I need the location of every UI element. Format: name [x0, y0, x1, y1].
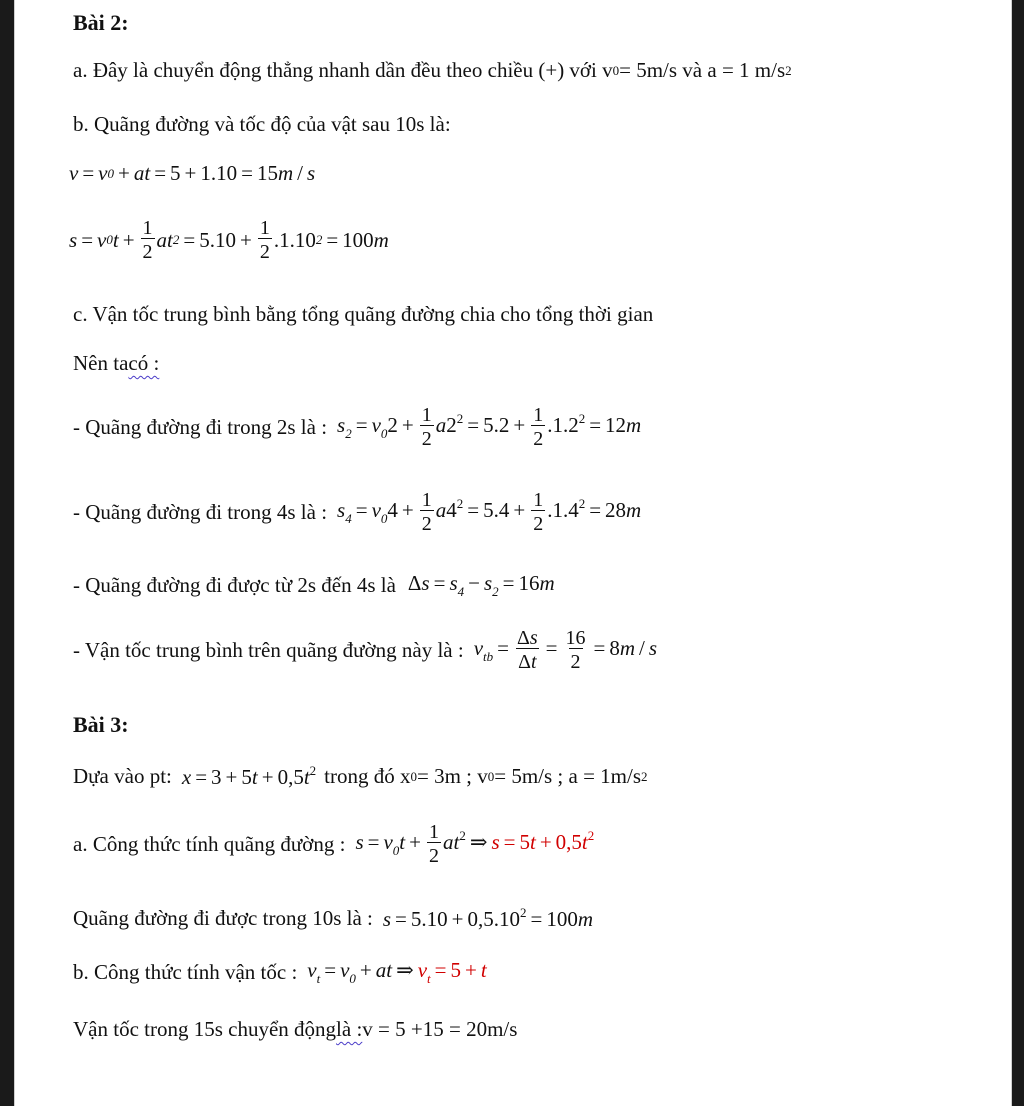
line-4s-text: - Quãng đường đi trong 4s là : [73, 499, 328, 524]
bai3-heading: Bài 3: [73, 712, 129, 737]
line-vtb-text: - Vận tốc trung bình trên quãng đường này là : [73, 637, 464, 662]
formula-s-10s: $s = 5.10 + 0,5.10^2 = 100m$ [382, 905, 593, 931]
van-toc-15s [73, 1017, 517, 1042]
quang-duong-10s [73, 905, 593, 932]
formula-delta-s: $\Delta s = s_4 - s_2 = 16m$ [407, 571, 555, 599]
bai3-b-text: b. Công thức tính vận tốc : [73, 960, 298, 984]
van-toc-15s-value: v = 5 +15 = 20m/s [362, 1017, 518, 1041]
formula-vtb: $v_{tb}$ = $\frac{\Delta s}{\Delta t}$ = $\frac{16}{2}$ = 8m / s [473, 627, 658, 673]
bai2-heading: Bài 2: [73, 10, 129, 35]
quang-duong-10s-text: Quãng đường đi được trong 10s là : [73, 906, 373, 930]
line-4s [73, 490, 641, 534]
formula-velocity: v = v 0 + at = 5 + 1.10 = 15 m / s [69, 161, 316, 185]
formula-s2: $s_2 = v_02$ + $\frac{1}{2}$ $a2^2 = 5.2$ + $\frac{1}{2}$ $.1.2^2 = 12m$ [337, 404, 642, 450]
bai3-part-b [73, 958, 487, 987]
x0-value: = 3m ; v [416, 764, 488, 788]
la-text: là : [336, 1017, 363, 1041]
formula-v-general: $v_t = v_0$ + at ⇒ $v_t = 5 + t$ [307, 958, 487, 986]
line-2to4-text: - Quãng đường đi được từ 2s đến 4s là [73, 573, 396, 597]
dua-vao-text: Dựa vào pt: [73, 764, 172, 788]
trong-do-text: trong đó x [324, 764, 411, 788]
formula-s4: $s_4 = v_04$ + $\frac{1}{2}$ $a4^2 = 5.4$ + $\frac{1}{2}$ $.1.4^2 = 28m$ [337, 489, 642, 535]
co-text: có : [128, 351, 160, 375]
bai2-part-b: b. Quãng đường và tốc độ của vật sau 10s là: [73, 112, 451, 136]
line-vtb [73, 628, 657, 672]
bai2-part-a: a. Đây là chuyển động thẳng nhanh dần đều theo chiều (+) với v 0 = 5m/s và a = 1 m/s 2 [73, 58, 792, 82]
formula-x-t: $x = 3 + 5t + 0,5t^2$ [181, 763, 317, 789]
document-page [14, 0, 1012, 1106]
line-2s-text: - Quãng đường đi trong 2s là : [73, 414, 328, 439]
van-toc-15s-text: Vận tốc trong 15s chuyển động [73, 1017, 337, 1041]
bai2-a-text: a. Đây là chuyển động thẳng nhanh dần đều theo chiều (+) với v [73, 58, 613, 82]
bai3-a-text: a. Công thức tính quãng đường : [73, 831, 346, 856]
v0-a-value: = 5m/s ; a = 1m/s [494, 764, 642, 788]
formula-s-general: $s = v_0t$ + $\frac{1}{2}$ $at^2$ ⇒ $s = 5t + 0,5t^2$ [355, 821, 595, 867]
bai3-part-a [73, 822, 594, 866]
line-2s [73, 405, 641, 449]
nen-ta-co [73, 351, 159, 376]
bai2-a-mid: = 5m/s và a = 1 m/s [619, 58, 786, 82]
bai2-part-c: c. Vận tốc trung bình bằng tổng quãng đường chia cho tổng thời gian [73, 302, 654, 326]
formula-distance: s = v 0 t + $\frac{1}{2}$ at 2 = 5.10 + $\frac{1}{2}$ .1.10 2 = 100 m [69, 217, 389, 263]
bai3-equation-line: Dựa vào pt: $x = 3 + 5t + 0,5t^2$ trong đó x 0 = 3m ; v 0 = 5m/s ; a = 1m/s 2 [73, 763, 648, 789]
nen-ta-text: Nên ta [73, 351, 129, 375]
line-2to4 [73, 571, 555, 600]
